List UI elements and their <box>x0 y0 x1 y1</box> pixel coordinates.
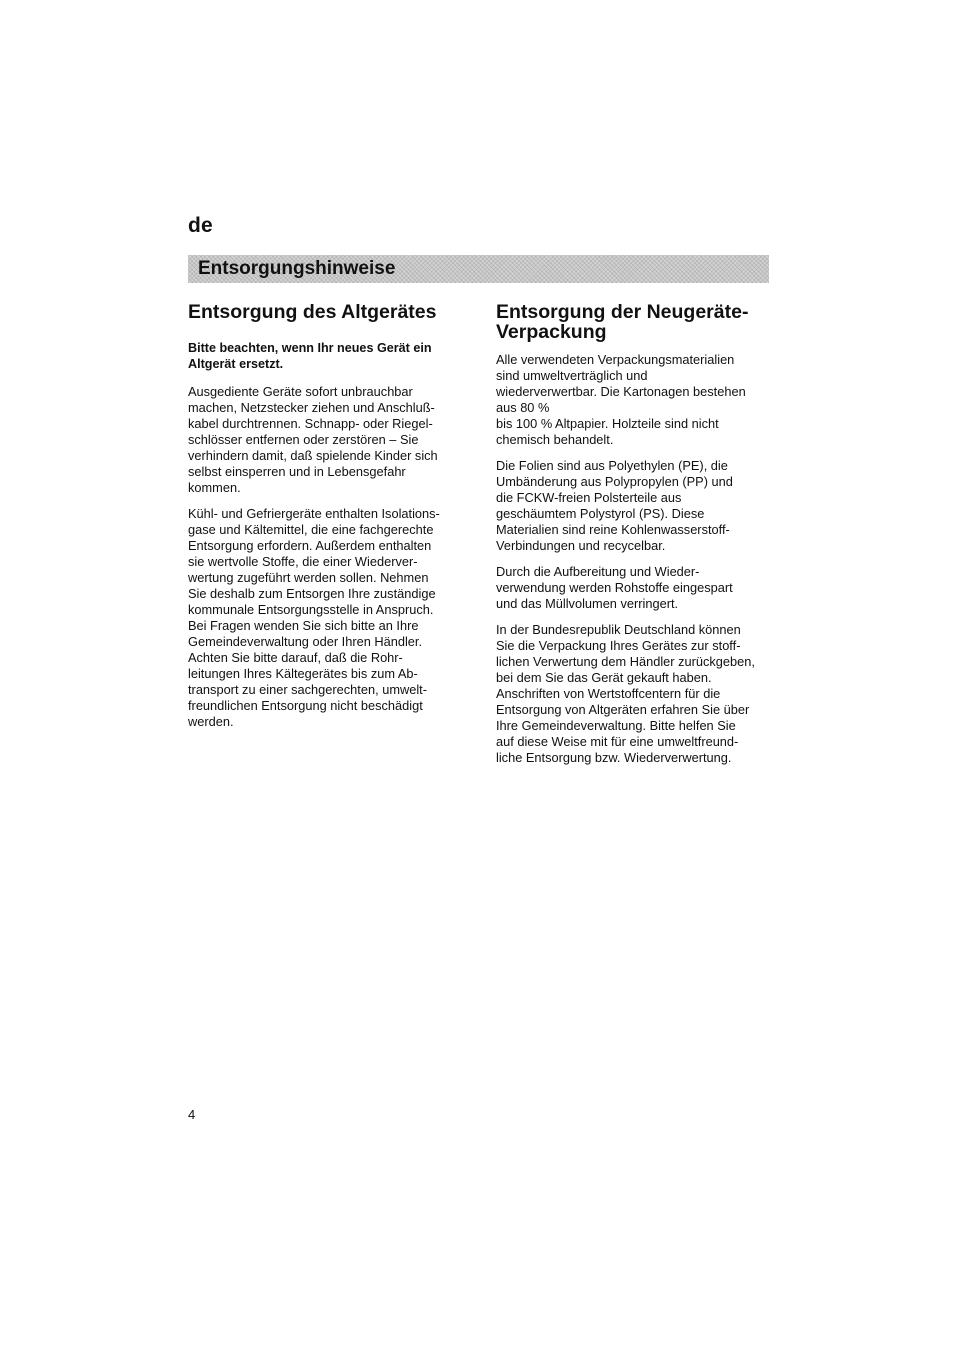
paragraph: Ausgediente Geräte sofort unbrauchbar machen, Netzstecker ziehen und Anschluß- kabel durchtrennen. Schnapp- oder Riegel- schlösser entfernen oder zerstören – Sie verhindern damit, daß spielende Kinder sich selbst einsperren und in Lebensgefahr kommen. <box>188 384 438 495</box>
paragraph: Durch die Aufbereitung und Wieder- verwendung werden Rohstoffe eingespart und das Müllvolumen verringert. <box>496 564 733 611</box>
paragraph: Alle verwendeten Verpackungsmaterialien sind umweltverträglich und wiederverwertbar. Die Kartonagen bestehen aus 80 % bis 100 % Altpapier. Holzteile sind nicht chemisch behandelt. <box>496 352 746 447</box>
heading-disposal-packaging: Entsorgung der Neugeräte- Verpackung <box>496 301 749 343</box>
intro-note: Bitte beachten, wenn Ihr neues Gerät ein Altgerät ersetzt. <box>188 341 432 371</box>
right-column <box>496 302 772 776</box>
section-banner <box>188 255 769 283</box>
heading-disposal-old-appliance: Entsorgung des Altgerätes <box>188 301 437 323</box>
paragraph: In der Bundesrepublik Deutschland können Sie die Verpackung Ihres Gerätes zur stoff- lichen Verwertung dem Händler zurückgeben, bei dem Sie das Gerät gekauft haben. Anschriften von Wertstoffcentern für die Entsorgung von Altgeräten erfahren Sie über Ihre Gemeindeverwaltung. Bitte helfen Sie auf diese Weise mit für eine umweltfreund- liche Entsorgung bzw. Wiederverwertung. <box>496 622 755 765</box>
language-label: de <box>188 214 213 237</box>
page-number: 4 <box>188 1107 196 1122</box>
left-column <box>188 302 464 740</box>
section-title: Entsorgungshinweise <box>198 258 396 279</box>
paragraph: Kühl- und Gefriergeräte enthalten Isolations- gase und Kältemittel, die eine fachgerechte Entsorgung erfordern. Außerdem enthalten sie wertvolle Stoffe, die einer Wiederver- wertung zugeführt werden sollen. Nehmen Sie deshalb zum Entsorgen Ihre zuständige kommunale Entsorgungsstelle in Anspruch. Bei Fragen wenden Sie sich bitte an Ihre Gemeindeverwaltung oder Ihren Händler. Achten Sie bitte darauf, daß die Rohr- leitungen Ihres Kältegerätes bis zum Ab- transport zu einer sachgerechten, umwelt- freundlichen Entsorgung nicht beschädigt werden. <box>188 506 440 729</box>
paragraph: Die Folien sind aus Polyethylen (PE), die Umbänderung aus Polypropylen (PP) und die FCKW-freien Polsterteile aus geschäumtem Polystyrol (PS). Diese Materialien sind reine Kohlenwasserstoff- Verbindungen und recycelbar. <box>496 458 733 553</box>
